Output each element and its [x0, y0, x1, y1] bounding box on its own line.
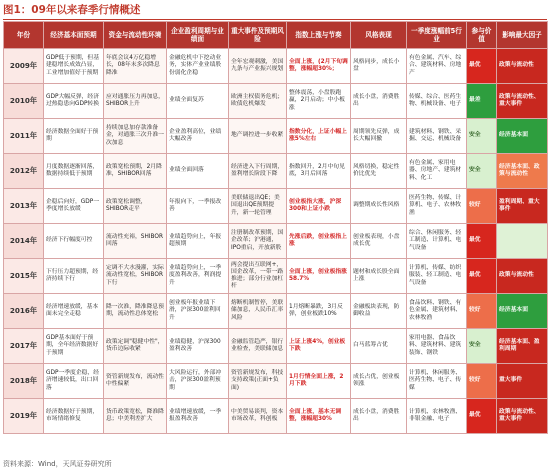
col-header-top5: 一季度涨幅前5行业 [407, 22, 467, 49]
table-row [4, 399, 548, 434]
col-header-index: 指数上涨与节奏 [287, 22, 351, 49]
col-header-factor: 影响最大因子 [497, 22, 548, 49]
style-cell: 金融板块表现，防御收益 [351, 294, 407, 329]
index-cell: 全面上涨，创业板指涨58.7% [287, 259, 351, 294]
liquidity-cell: 货币政策宽松，降准降息；中美利差扩大 [104, 399, 167, 434]
index-cell: 整体震荡，小盘股跑赢，2月启动；中小板涨 [287, 84, 351, 119]
table-row [4, 49, 548, 84]
table-row [4, 154, 548, 189]
liquidity-cell: 年底会议4万亿稳增长，08年末多次降息降准 [104, 49, 167, 84]
factor-cell: 政策与流动性、重大事件 [497, 399, 548, 434]
index-cell: 上证上涨4%，创业板下跌 [287, 329, 351, 364]
factor-cell: 重大事件 [497, 364, 548, 399]
econ-cell: 经济数据全面好于预期 [44, 119, 104, 154]
rank-cell: 较好 [467, 364, 497, 399]
index-cell: 1月行情全面上涨，2月下跌 [287, 364, 351, 399]
liquidity-cell: 流动性充裕，SHIBOR回落 [104, 224, 167, 259]
rank-cell: 最优 [467, 399, 497, 434]
earnings-cell: 金融危机中下挖动业务，实体产业业绩股份弱化企稳 [167, 49, 229, 84]
factor-cell: 经济基本面 [497, 119, 548, 154]
top5-cell: 家用电器、食品饮料、建筑材料、建筑装饰、钢铁 [407, 329, 467, 364]
top5-cell: 食品饮料、钢铁、有色金属、建筑材料、农林牧渔 [407, 294, 467, 329]
col-header-year: 年份 [4, 22, 44, 49]
rank-cell: 最优 [467, 224, 497, 259]
table-row [4, 224, 548, 259]
liquidity-cell: 政策定调"稳健中性"，货币边际收紧 [104, 329, 167, 364]
year-cell: 2014年 [4, 224, 44, 259]
rank-cell: 安全 [467, 329, 497, 364]
liquidity-cell: 定调不大水漫灌，实际流动性宽松，SHIBOR下行 [104, 259, 167, 294]
events-cell: 地产调控进一步收紧 [229, 119, 287, 154]
liquidity-cell: 政策宽松调整，SHIBOR走平 [104, 189, 167, 224]
col-header-events: 重大事件及预期风险 [229, 22, 287, 49]
index-cell: 创业板指大涨，沪深300和上证小跌 [287, 189, 351, 224]
spring-rally-table [3, 21, 548, 434]
top5-cell: 医药生物、传媒、计算机、电子、农林牧渔 [407, 189, 467, 224]
earnings-cell: 创业板年报业绩下滑，沪深300盈利回升 [167, 294, 229, 329]
earnings-cell: 大风险运行，外部冲击，沪深300盈利预期 [167, 364, 229, 399]
style-cell: 白马蓝筹占优 [351, 329, 407, 364]
header-row [4, 22, 548, 49]
liquidity-cell: 政策宽松预期，2月降准，SHIBOR回落 [104, 154, 167, 189]
top5-cell: 有色金属、汽车、综合、建筑材料、房地产 [407, 49, 467, 84]
events-cell: 欧洲主权债务危机；欧债危机爆发 [229, 84, 287, 119]
top5-cell: 传媒、综合、医药生物、机械设备、电子 [407, 84, 467, 119]
liquidity-cell: 资管新规发布，流动性中性偏紧 [104, 364, 167, 399]
index-cell: 指数分化，上证小幅上涨5%左右 [287, 119, 351, 154]
events-cell: 注册制改革预期，国企改革；沪港通，IPO重启，开放新股 [229, 224, 287, 259]
year-cell: 2015年 [4, 259, 44, 294]
econ-cell: GDP大幅反弹，经济过热隐患向GDP转换 [44, 84, 104, 119]
year-cell: 2012年 [4, 154, 44, 189]
style-cell: 成长小盘，消费胜出 [351, 84, 407, 119]
liquidity-cell: 应对通胀压力再加息，SHIBOR上升 [104, 84, 167, 119]
style-cell: 成长占优，创业板领涨 [351, 364, 407, 399]
econ-cell: 月度数据逐渐回落，数据持续低于预期 [44, 154, 104, 189]
factor-cell: 政策与流动性 [497, 259, 548, 294]
index-cell: 全面上涨，(2月下旬调整，涨幅超30%； [287, 49, 351, 84]
table-row [4, 259, 548, 294]
econ-cell: 企稳后向好，GDP一季度增长放缓 [44, 189, 104, 224]
table-row [4, 294, 548, 329]
events-cell: 熔断机制暂停，美联储加息，人民币汇率风险 [229, 294, 287, 329]
events-cell: 美联储退出QE；美国退出QE预期提升，新一轮管理 [229, 189, 287, 224]
table-row [4, 364, 548, 399]
year-cell: 2019年 [4, 399, 44, 434]
econ-cell: GDP基本面好于预期，全年经济数据好于预期 [44, 329, 104, 364]
table-row [4, 329, 548, 364]
year-cell: 2016年 [4, 294, 44, 329]
factor-cell: 政策与流动性、重大事件 [497, 84, 548, 119]
title-divider [3, 19, 547, 20]
factor-cell: 政策与流动性 [497, 49, 548, 84]
year-cell: 2011年 [4, 119, 44, 154]
col-header-liquidity: 资金与流动性环境 [104, 22, 167, 49]
index-cell: 先涨后跌，创业板指上涨 [287, 224, 351, 259]
style-cell: 题材和成长股全面上涨 [351, 259, 407, 294]
style-cell: 创业板表现，小盘成长优 [351, 224, 407, 259]
year-cell: 2018年 [4, 364, 44, 399]
col-header-econ: 经济基本面预期 [44, 22, 104, 49]
factor-cell: 经济基本面、政策与流动性 [497, 154, 548, 189]
table-row [4, 84, 548, 119]
econ-cell: 下行压力超预期，经济持续下行 [44, 259, 104, 294]
events-cell: 全年宏观刺激，美国九条与产业振兴规划 [229, 49, 287, 84]
top5-cell: 计算机、传媒、纺织服装、轻工制造、电气设备 [407, 259, 467, 294]
events-cell: 经济进入下行周期，盈利增长阶段下降 [229, 154, 287, 189]
events-cell: 两会提出互联网+，国企改革，一带一路推进；部分行业加杠杆 [229, 259, 287, 294]
top5-cell: 计算机、农林牧渔、非银金融、电子 [407, 399, 467, 434]
style-cell: 风格同步，成长小盘 [351, 49, 407, 84]
index-cell: 1月熔断暴跌，3月反弹，创业板跌10% [287, 294, 351, 329]
style-cell: 风格切换，稳定性价比优先 [351, 154, 407, 189]
events-cell: 资管新规发布，科技支持政策(正面+负面) [229, 364, 287, 399]
rank-cell: 最差 [467, 84, 497, 119]
top5-cell: 计算机、休闲服务、医药生物、电子、传媒 [407, 364, 467, 399]
figure-title: 图1：09年以来春季行情概述 [3, 4, 141, 16]
top5-cell: 建筑材料、钢铁、采掘、交运、机械设备 [407, 119, 467, 154]
liquidity-cell: 持续加息加存款准备金，对通胀三次升准一次加息 [104, 119, 167, 154]
econ-cell: 经济数据好于预期，市场情绪修复 [44, 399, 104, 434]
factor-cell: 经济基本面、盈利周期 [497, 329, 548, 364]
events-cell: 金融监管趋严，银行业检查，美联储加息 [229, 329, 287, 364]
rank-cell: 最优 [467, 259, 497, 294]
earnings-cell: 业绩趋势向上，一季度盈利改善，利润提升 [167, 259, 229, 294]
top5-cell: 有色金属、家用电器、房地产、建筑材料、化工 [407, 154, 467, 189]
earnings-cell: 业绩增速放缓，一季报盈利改善 [167, 399, 229, 434]
col-header-rank: 参与价值 [467, 22, 497, 49]
col-header-style: 风格表现 [351, 22, 407, 49]
econ-cell: 经济下行幅度可控 [44, 224, 104, 259]
rank-cell: 最优 [467, 49, 497, 84]
earnings-cell: 业绩全面复苏 [167, 84, 229, 119]
rank-cell: 安全 [467, 119, 497, 154]
liquidity-cell: 降一次准，降准降息预期，流动性总体宽松 [104, 294, 167, 329]
econ-cell: GDP一季度企稳，经济增速较低，出口回落 [44, 364, 104, 399]
econ-cell: 经济增速放缓，基本面未完全走稳 [44, 294, 104, 329]
earnings-cell: 企业盈利高位，业绩大幅改善 [167, 119, 229, 154]
index-cell: 全面上涨，基本无调整，涨幅超30% [287, 399, 351, 434]
year-cell: 2013年 [4, 189, 44, 224]
earnings-cell: 年报向下，一季报改善 [167, 189, 229, 224]
rank-cell: 较好 [467, 294, 497, 329]
top5-cell: 综合、休闲服务、轻工制造、计算机、电气设备 [407, 224, 467, 259]
factor-cell [497, 224, 548, 259]
events-cell: 中美贸易谈判，资本市场改革，科创板 [229, 399, 287, 434]
earnings-cell: 业绩全面回落 [167, 154, 229, 189]
econ-cell: GDP低于预期，但基建稳增长成效凸显，工业增加值好于预期 [44, 49, 104, 84]
year-cell: 2010年 [4, 84, 44, 119]
style-cell: 调整期成长性风格 [351, 189, 407, 224]
earnings-cell: 业绩趋势向上，年报超预期 [167, 224, 229, 259]
index-cell: 指数回升，2月中旬见底，3月后回落 [287, 154, 351, 189]
year-cell: 2009年 [4, 49, 44, 84]
rank-cell: 较好 [467, 189, 497, 224]
factor-cell: 盈利周期、重大事件 [497, 189, 548, 224]
factor-cell: 经济基本面 [497, 294, 548, 329]
source-note: 资料来源：Wind，天风证券研究所 [3, 460, 112, 468]
year-cell: 2017年 [4, 329, 44, 364]
rank-cell: 安全 [467, 154, 497, 189]
style-cell: 成长小盘，消费胜出 [351, 399, 407, 434]
table-row [4, 189, 548, 224]
table-row [4, 119, 548, 154]
col-header-earnings: 企业盈利周期与业绩面 [167, 22, 229, 49]
earnings-cell: 业绩稳健，沪深300盈利改善 [167, 329, 229, 364]
style-cell: 周期领先反弹，成长大幅回撤 [351, 119, 407, 154]
